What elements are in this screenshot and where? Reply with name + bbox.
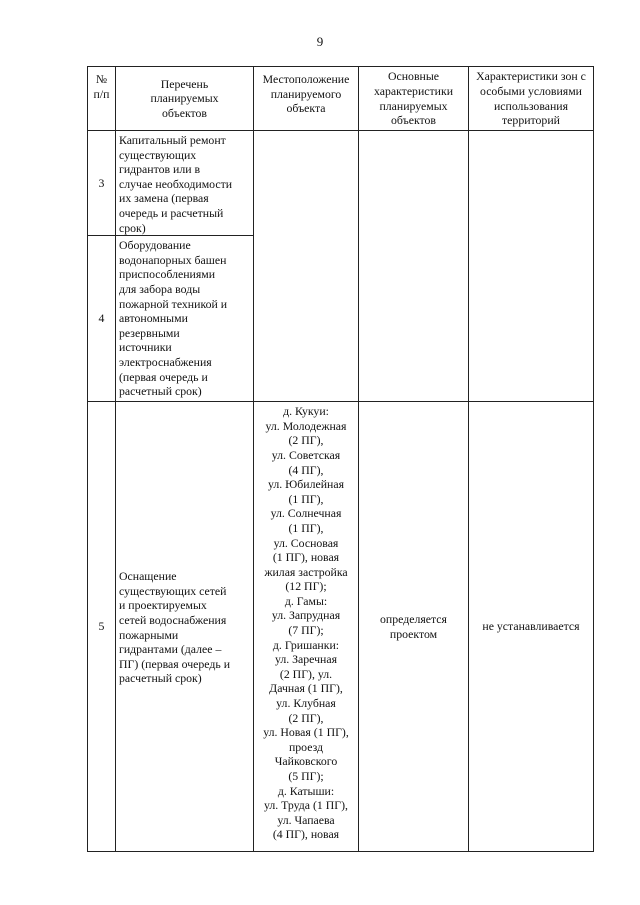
header-number: № п/п xyxy=(88,67,116,131)
object-location: д. Кукуи: ул. Молодежная (2 ПГ), ул. Советская (4 ПГ), ул. Юбилейная (1 ПГ), ул. Солнечная (1 ПГ), ул. Сосновая (1 ПГ), новая жилая застройка (12 ПГ); д. Гамы: ул. Запрудная (7 ПГ); д. Гришанки: ул. Заречная (2 ПГ), ул. Дачная (1 ПГ), ул. Клубная (2 ПГ), ул. Новая (1 ПГ), проезд Чайковского (5 ПГ); д. Катыши: ул. Труда (1 ПГ), ул. Чапаева (4 ПГ), новая xyxy=(254,402,359,852)
header-zones: Характеристики зон с особыми условиями использования территорий xyxy=(469,67,594,131)
zones-value: не устанавливается xyxy=(469,402,594,852)
table-row xyxy=(88,402,594,852)
table-header-row xyxy=(88,67,594,131)
object-name: Оборудование водонапорных башен приспособлениями для забора воды пожарной техникой и автономными резервными источники электроснабжения (первая очередь и расчетный срок) xyxy=(116,236,254,402)
header-characteristics: Основные характеристики планируемых объектов xyxy=(359,67,469,131)
row-number: 3 xyxy=(88,131,116,236)
header-objects-list: Перечень планируемых объектов xyxy=(116,67,254,131)
object-characteristics: определяется проектом xyxy=(359,402,469,852)
row-number: 4 xyxy=(88,236,116,402)
header-location: Местоположение планируемого объекта xyxy=(254,67,359,131)
table-row xyxy=(88,131,594,236)
location-cell-empty xyxy=(254,131,359,402)
row-number: 5 xyxy=(88,402,116,852)
characteristics-cell-empty xyxy=(359,131,469,402)
zones-cell-empty xyxy=(469,131,594,402)
objects-table xyxy=(87,66,594,852)
object-name: Капитальный ремонт существующих гидрантов или в случае необходимости их замена (первая очередь и расчетный срок) xyxy=(116,131,254,236)
object-name: Оснащение существующих сетей и проектируемых сетей водоснабжения пожарными гидрантами (далее – ПГ) (первая очередь и расчетный срок) xyxy=(116,402,254,852)
page-number: 9 xyxy=(316,34,324,49)
